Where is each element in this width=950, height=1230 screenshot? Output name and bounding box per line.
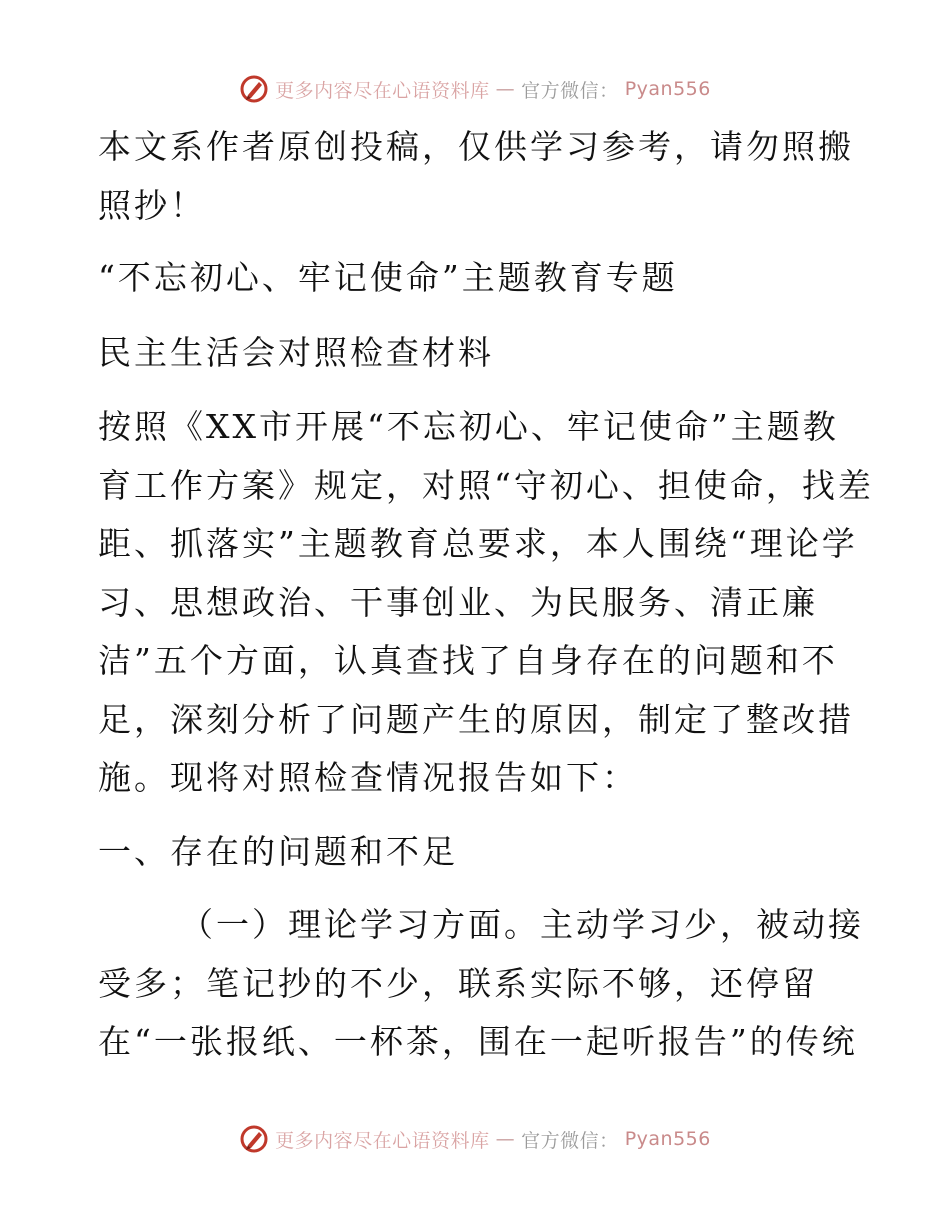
watermark-wechat-label: 官方微信： xyxy=(521,1129,619,1152)
watermark-main-text: 更多内容尽在心语资料库 xyxy=(275,1129,490,1152)
intro-line-1: 按照《XX市开展“不忘初心、牢记使命”主题教 xyxy=(98,407,839,446)
intro-line-3: 距、抓落实”主题教育总要求，本人围绕“理论学 xyxy=(98,524,858,563)
watermark-separator: — xyxy=(495,78,516,100)
notice-line-1: 本文系作者原创投稿，仅供学习参考，请勿照搬 xyxy=(98,127,854,166)
watermark-wechat-id: Pyan556 xyxy=(624,1128,711,1150)
watermark-wechat-label: 官方微信： xyxy=(521,79,619,102)
footer-watermark xyxy=(0,1124,950,1154)
pen-logo-icon xyxy=(239,74,269,104)
subsection-1-line-2: 受多；笔记抄的不少，联系实际不够，还停留 xyxy=(98,964,818,1003)
intro-line-6: 足，深刻分析了问题产生的原因，制定了整改措 xyxy=(98,700,854,739)
section-1-heading: 一、存在的问题和不足 xyxy=(98,832,458,871)
intro-line-5: 洁”五个方面，认真查找了自身存在的问题和不 xyxy=(98,641,838,680)
intro-line-4: 习、思想政治、干事创业、为民服务、清正廉 xyxy=(98,583,818,622)
notice-line-2: 照抄！ xyxy=(98,186,206,225)
watermark-wechat-id: Pyan556 xyxy=(624,78,711,100)
title-line-1: “不忘初心、牢记使命”主题教育专题 xyxy=(98,258,678,297)
intro-line-7: 施。现将对照检查情况报告如下： xyxy=(98,758,638,797)
subsection-1-line-1: （一）理论学习方面。主动学习少，被动接 xyxy=(180,905,864,944)
watermark-main-text: 更多内容尽在心语资料库 xyxy=(275,79,490,102)
pen-logo-icon xyxy=(239,1124,269,1154)
title-line-2: 民主生活会对照检查材料 xyxy=(98,333,494,372)
watermark-separator: — xyxy=(495,1128,516,1150)
header-watermark xyxy=(0,74,950,104)
intro-line-2: 育工作方案》规定，对照“守初心、担使命，找差 xyxy=(98,466,874,505)
subsection-1-line-3: 在“一张报纸、一杯茶，围在一起听报告”的传统 xyxy=(98,1022,858,1061)
